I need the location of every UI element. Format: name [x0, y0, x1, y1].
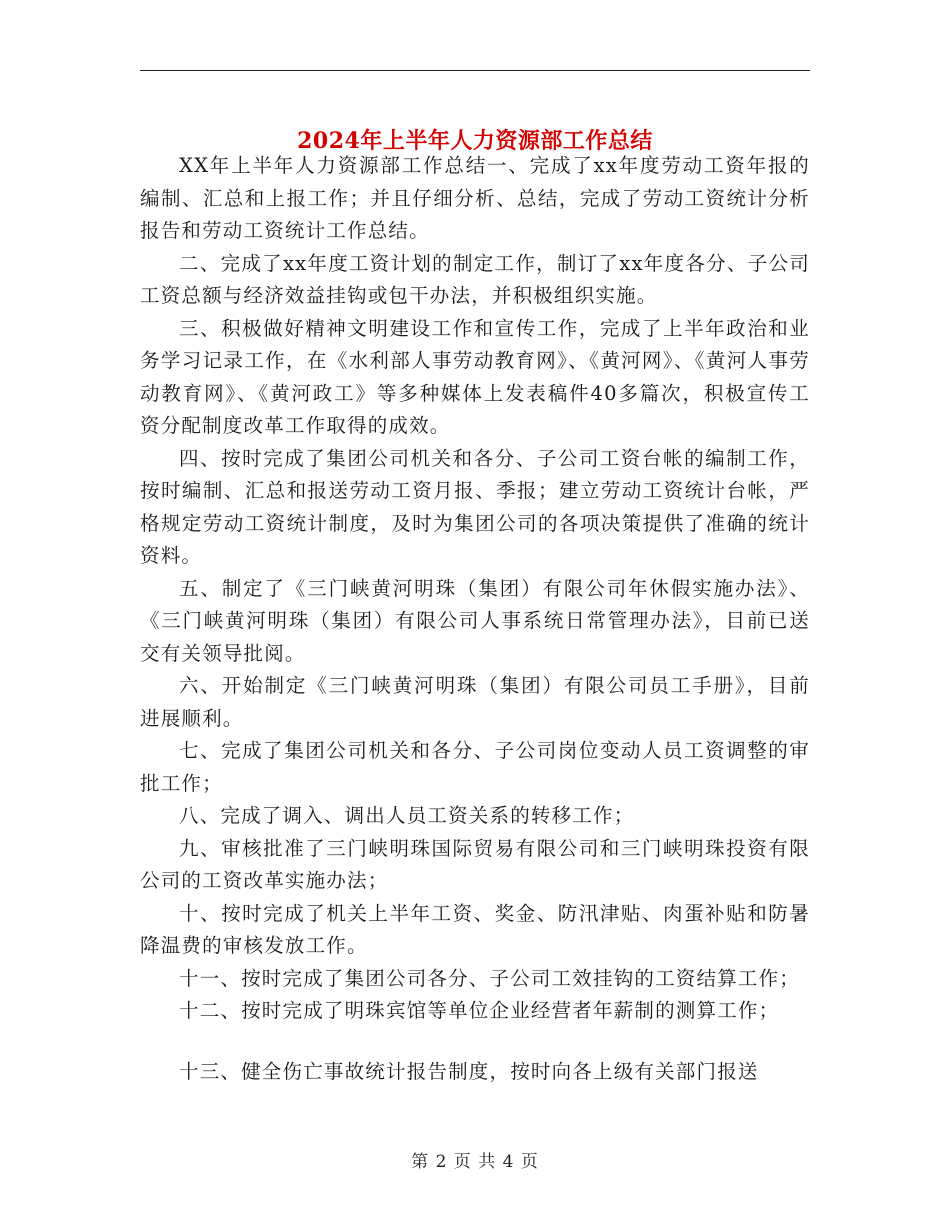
document-title: 2024年上半年人力资源部工作总结	[297, 127, 653, 154]
paragraph-12: 十二、按时完成了明珠宾馆等单位企业经营者年薪制的测算工作；	[179, 999, 780, 1022]
document-body	[140, 150, 810, 1088]
paragraph-11: 十一、按时完成了集团公司各分、子公司工效挂钩的工资结算工作；	[179, 966, 801, 990]
paragraph-3: 三、积极做好精神文明建设工作和宣传工作，完成了上半年政治和业务学习记录工作，在《水利部人事劳动教育网》、《黄河网》、《黄河人事劳动教育网》、《黄河政工》等多种媒体上发表稿件40多篇次，积极宣传工资分配制度改革工作取得的成效。	[140, 316, 810, 437]
paragraph-4: 四、按时完成了集团公司机关和各分、子公司工资台帐的编制工作，按时编制、汇总和报送劳动工资月报、季报；建立劳动工资统计台帐，严格规定劳动工资统计制度，及时为集团公司的各项决策提供了准确的统计资料。	[140, 446, 810, 567]
paragraph-7: 七、完成了集团公司机关和各分、子公司岗位变动人员工资调整的审批工作；	[140, 739, 810, 795]
header-rule	[140, 70, 810, 71]
paragraph-6: 六、开始制定《三门峡黄河明珠（集团）有限公司员工手册》，目前进展顺利。	[140, 674, 810, 730]
paragraph-8: 八、完成了调入、调出人员工资关系的转移工作；	[179, 804, 635, 827]
paragraph-9: 九、审核批准了三门峡明珠国际贸易有限公司和三门峡明珠投资有限公司的工资改革实施办法；	[140, 836, 810, 892]
page-number: 第 2 页 共 4 页	[411, 1152, 539, 1172]
paragraph-10: 十、按时完成了机关上半年工资、奖金、防汛津贴、肉蛋补贴和防暑降温费的审核发放工作。	[140, 901, 810, 957]
paragraph-5: 五、制定了《三门峡黄河明珠（集团）有限公司年休假实施办法》、《三门峡黄河明珠（集团）有限公司人事系统日常管理办法》，目前已送交有关领导批阅。	[140, 576, 810, 665]
paragraph-2: 二、完成了xx年度工资计划的制定工作，制订了xx年度各分、子公司工资总额与经济效益挂钩或包干办法，并积极组织实施。	[140, 251, 810, 307]
paragraph-1: XX年上半年人力资源部工作总结一、完成了xx年度劳动工资年报的编制、汇总和上报工作；并且仔细分析、总结，完成了劳动工资统计分析报告和劳动工资统计工作总结。	[140, 154, 810, 242]
paragraph-13: 十三、健全伤亡事故统计报告制度，按时向各上级有关部门报送	[179, 1059, 759, 1083]
